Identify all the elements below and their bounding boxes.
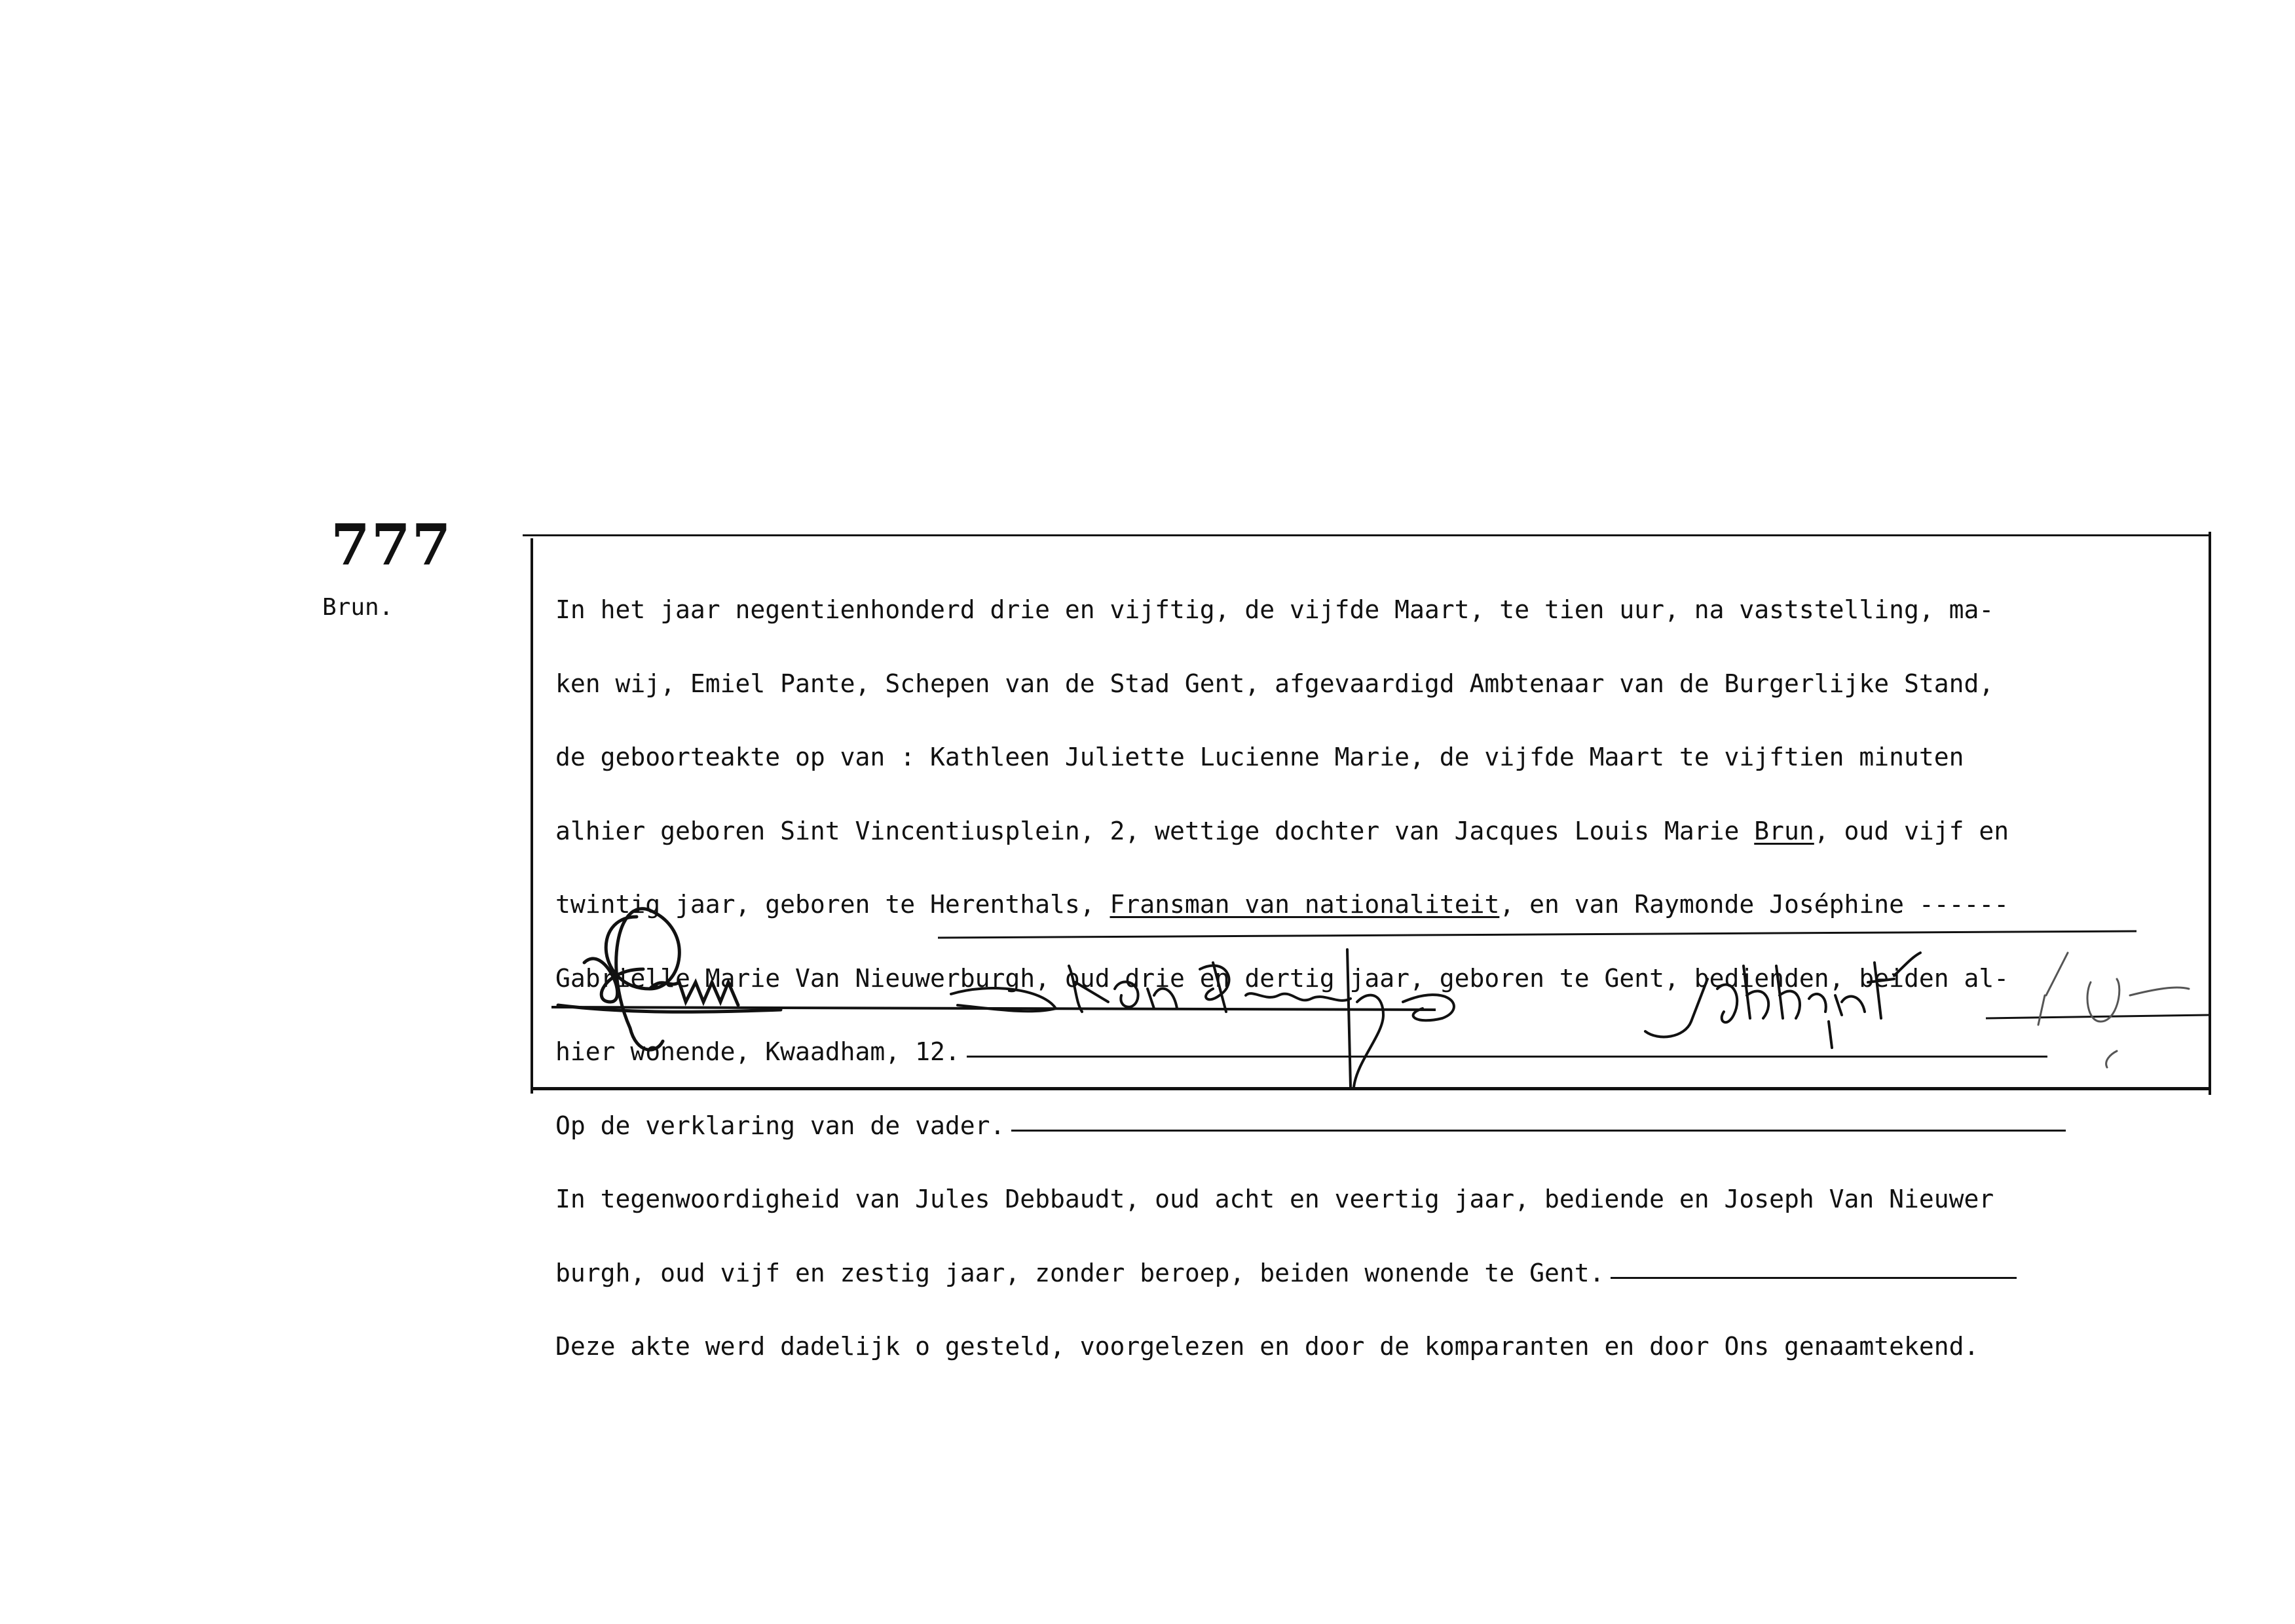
- frame-top-rule: [523, 534, 2211, 536]
- signature-rule-top: [938, 931, 2136, 938]
- signature-rule-right: [1986, 1015, 2209, 1018]
- act-line-11: Deze akte werd dadelijk o gesteld, voorgelezen en door de komparanten en door Ons genaamtekend.: [555, 1332, 1979, 1361]
- signature-area: [532, 891, 2235, 1087]
- fill-rule: [1611, 1277, 2017, 1279]
- act-line-8: Op de verklaring van de vader.: [555, 1114, 2206, 1139]
- signature-witness-2: [1645, 953, 1920, 1048]
- fill-rule: [1011, 1130, 2066, 1132]
- record-surname: Brun.: [322, 594, 394, 621]
- act-line-3: de geboorteakte op van : Kathleen Juliette Lucienne Marie, de vijfde Maart te vijftien minuten: [555, 743, 1964, 771]
- act-line-10: burgh, oud vijf en zestig jaar, zonder beroep, beiden wonende te Gent.: [555, 1261, 2206, 1286]
- act-line-5: twintig jaar, geboren te Herenthals, Fransman van nationaliteit, en van Raymonde Joséphine ------: [555, 890, 2009, 919]
- underlined-surname: Brun: [1754, 816, 1814, 845]
- signature-witness-1: [951, 950, 1454, 1087]
- act-line-1: In het jaar negentienhonderd drie en vijftig, de vijfde Maart, te tien uur, na vaststelling, ma-: [555, 595, 1994, 624]
- act-line-2: ken wij, Emiel Pante, Schepen van de Stad Gent, afgevaardigd Ambtenaar van de Burgerlijke Stand,: [555, 669, 1994, 698]
- signatures-drawing: [532, 891, 2235, 1087]
- act-line-4: alhier geboren Sint Vincentiusplein, 2, wettige dochter van Jacques Louis Marie Brun, oud vijf en: [555, 816, 2009, 845]
- act-line-6: Gabrielle Marie Van Nieuwerburgh, oud drie en dertig jaar, geboren te Gent, bedienden, beiden al-: [555, 963, 2009, 993]
- signature-officer: [558, 909, 781, 1050]
- signature-parent: [2038, 953, 2189, 1067]
- underlined-nationality: Fransman van nationaliteit: [1110, 890, 1500, 919]
- record-number: 777: [331, 512, 453, 578]
- act-line-7: hier wonende, Kwaadham, 12.: [555, 1040, 2206, 1065]
- act-line-9: In tegenwoordigheid van Jules Debbaudt, oud acht en veertig jaar, bediende en Joseph Van Nieuwer: [555, 1185, 1994, 1213]
